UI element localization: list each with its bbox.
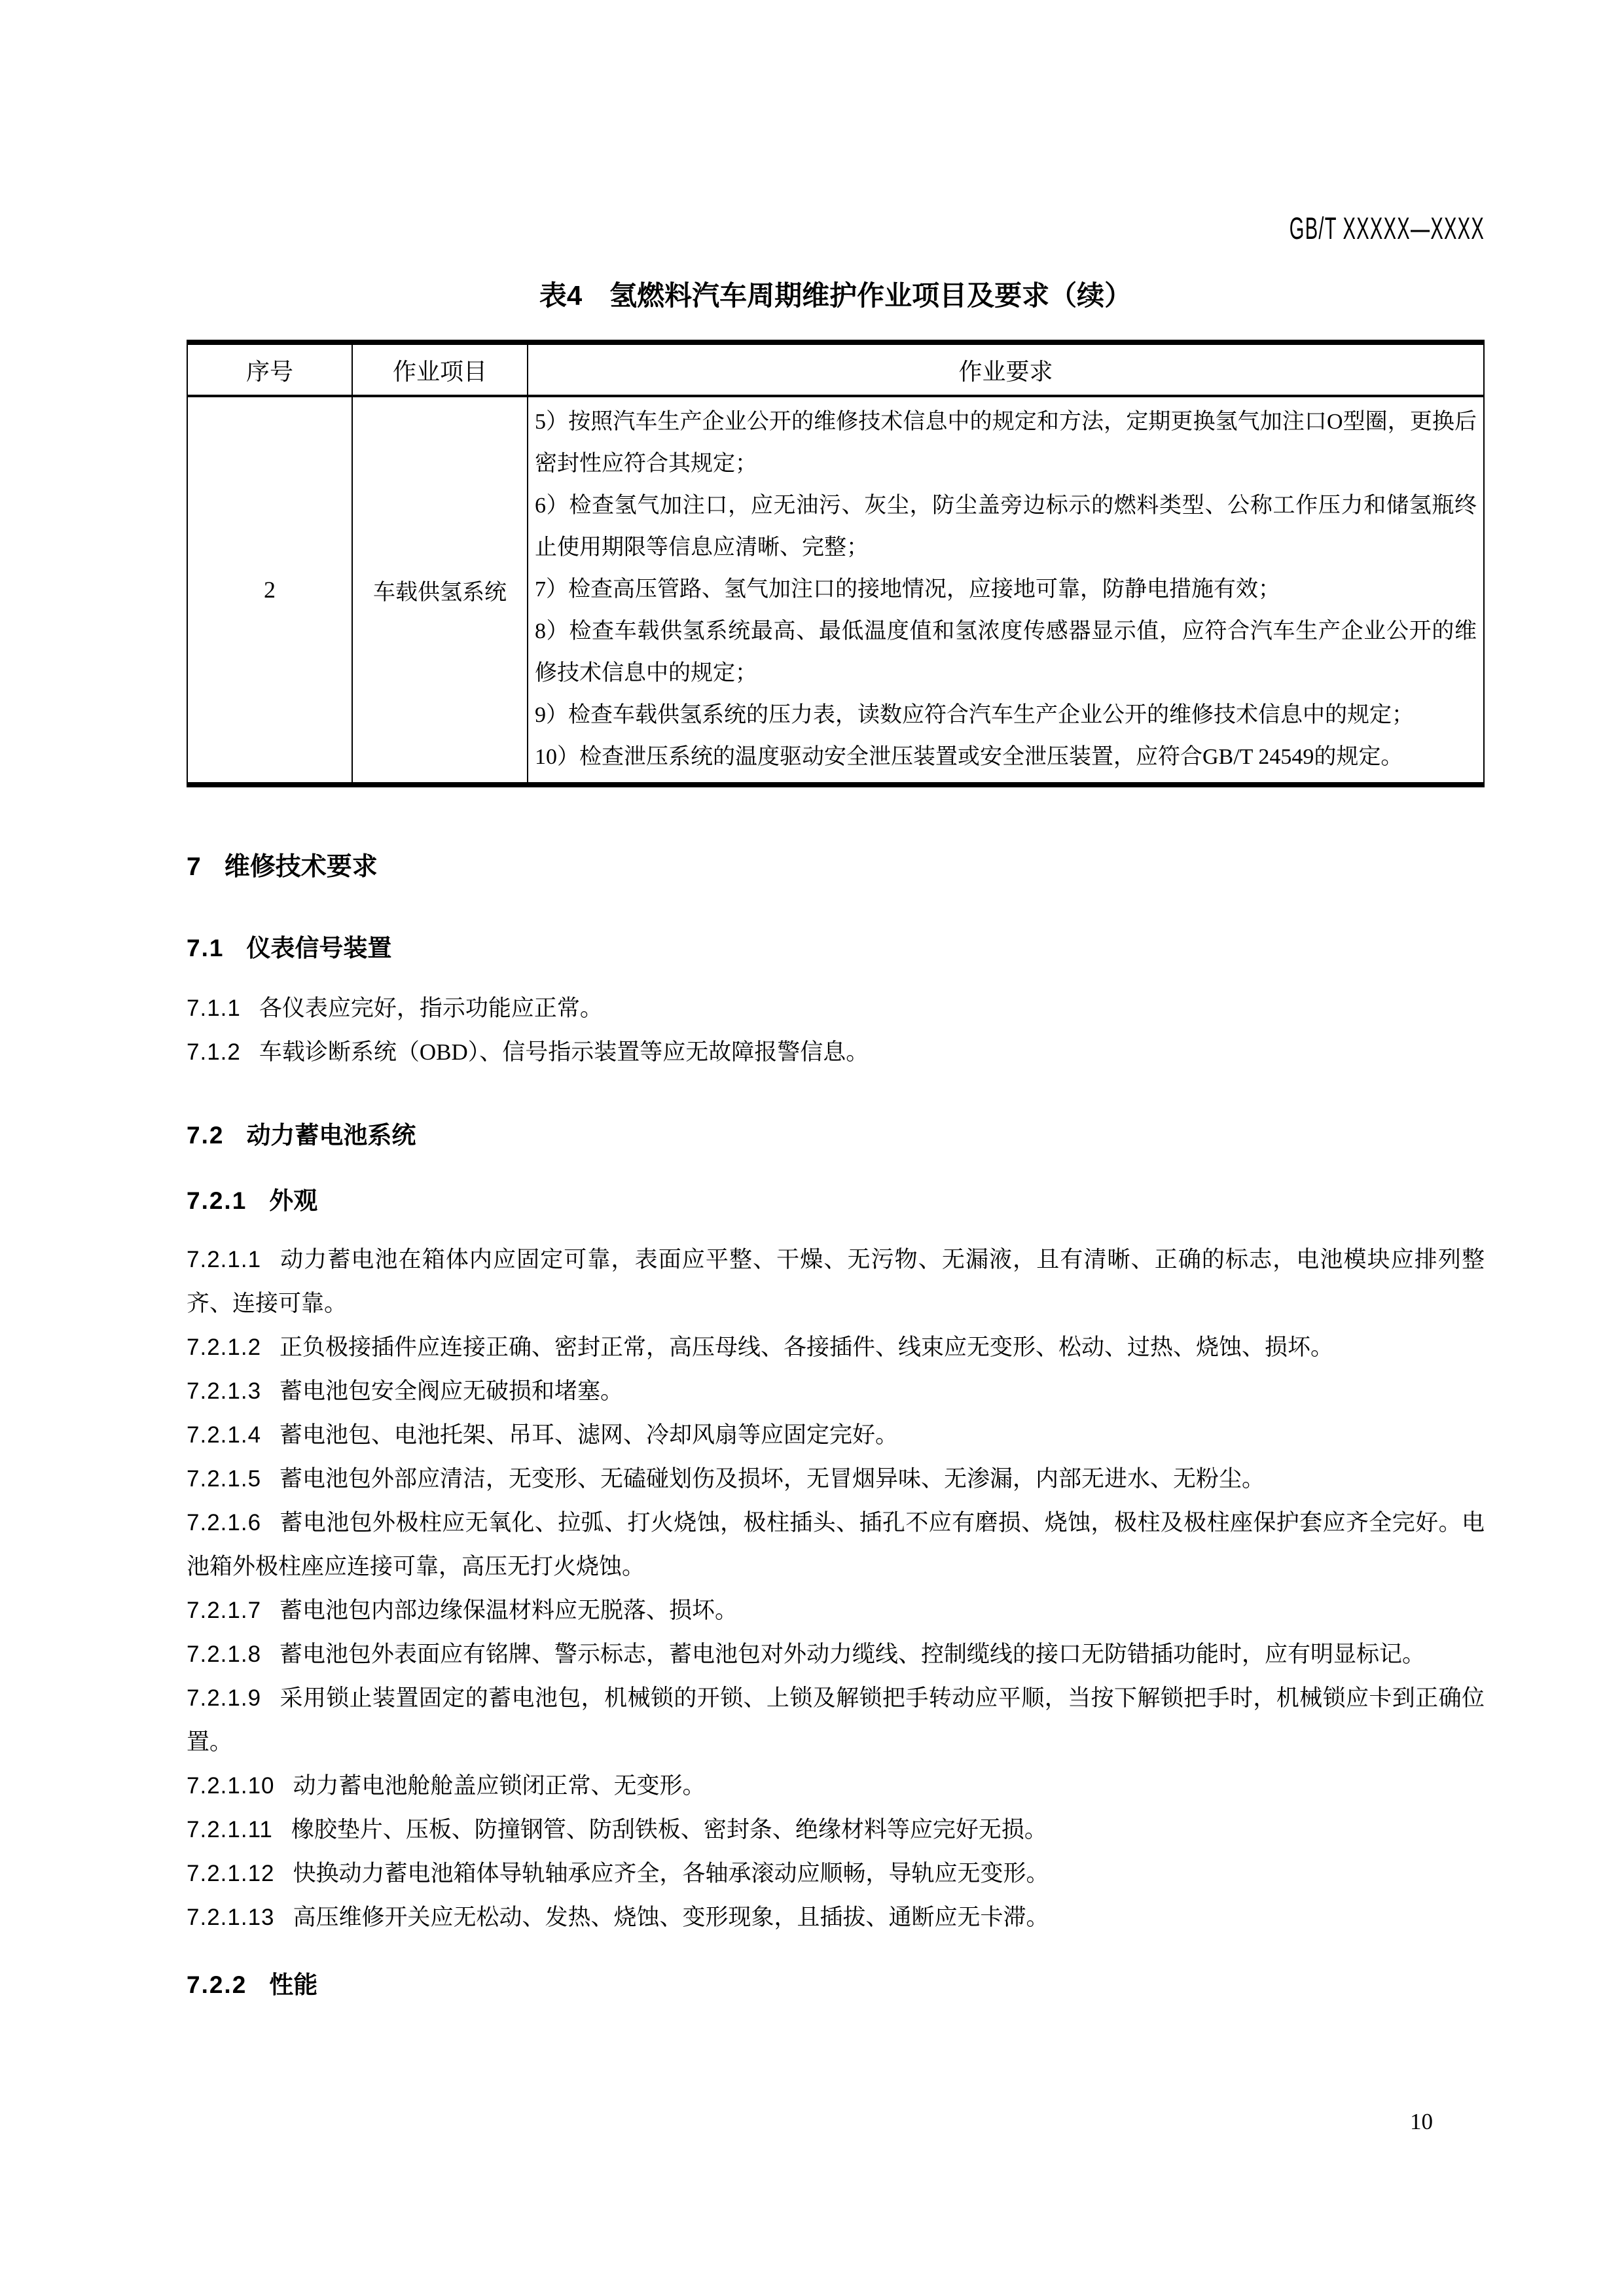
table-title: 表4 氢燃料汽车周期维护作业项目及要求（续） <box>539 280 1132 311</box>
heading-text: 仪表信号装置 <box>246 935 392 961</box>
heading-7.2 <box>187 1116 1485 1155</box>
clause-7.2.1.7 <box>187 1588 1485 1632</box>
clause-number: 7.1.2 <box>187 1039 241 1065</box>
clause-text: 各仪表应完好，指示功能应正常。 <box>259 996 603 1021</box>
item-cell: 车载供氢系统 <box>352 396 528 785</box>
clause-7.2.1.13 <box>187 1895 1485 1939</box>
page-number: 10 <box>1410 2109 1433 2134</box>
clause-text: 车载诊断系统（OBD）、信号指示装置等应无故障报警信息。 <box>259 1039 869 1065</box>
clause-text: 正负极接插件应连接正确、密封正常，高压母线、各接插件、线束应无变形、松动、过热、烧蚀、损坏。 <box>280 1335 1334 1360</box>
heading-number: 7.1 <box>187 935 225 961</box>
clause-number: 7.2.1.5 <box>187 1466 262 1492</box>
column-header-requirements: 作业要求 <box>528 342 1484 396</box>
clause-number: 7.2.1.6 <box>187 1510 262 1535</box>
heading-number: 7.2 <box>187 1122 225 1149</box>
requirement-item: 6）检查氢气加注口，应无油污、灰尘，防尘盖旁边标示的燃料类型、公称工作压力和储氢瓶终止使用期限等信息应清晰、完整； <box>535 493 1477 560</box>
clause-text: 蓄电池包外极柱应无氧化、拉弧、打火烧蚀，极柱插头、插孔不应有磨损、烧蚀，极柱及极柱座保护套应齐全完好。电池箱外极柱座应连接可靠，高压无打火烧蚀。 <box>187 1510 1485 1579</box>
requirement-item: 9）检查车载供氢系统的压力表，读数应符合汽车生产企业公开的维修技术信息中的规定； <box>535 703 1414 727</box>
clause-text: 蓄电池包外表面应有铭牌、警示标志，蓄电池包对外动力缆线、控制缆线的接口无防错插功能时，应有明显标记。 <box>280 1641 1426 1667</box>
heading-number: 7.2.2 <box>187 1971 247 1998</box>
clause-7.2.1.3 <box>187 1369 1485 1413</box>
heading-text: 动力蓄电池系统 <box>246 1122 416 1149</box>
seq-cell: 2 <box>187 396 352 785</box>
heading-7.1 <box>187 929 1485 968</box>
requirement-item: 10）检查泄压系统的温度驱动安全泄压装置或安全泄压装置，应符合GB/T 24549的规定。 <box>535 745 1403 769</box>
standard-code <box>187 213 1485 244</box>
requirement-item: 8）检查车载供氢系统最高、最低温度值和氢浓度传感器显示值，应符合汽车生产企业公开的维修技术信息中的规定； <box>535 619 1477 685</box>
clause-text: 蓄电池包内部边缘保温材料应无脱落、损坏。 <box>280 1598 738 1623</box>
clause-text: 采用锁止装置固定的蓄电池包，机械锁的开锁、上锁及解锁把手转动应平顺，当按下解锁把手时，机械锁应卡到正确位置。 <box>187 1685 1485 1755</box>
clause-number: 7.2.1.10 <box>187 1773 275 1799</box>
clause-number: 7.2.1.8 <box>187 1641 262 1667</box>
table-body <box>187 396 1484 785</box>
heading-text: 外观 <box>269 1187 318 1214</box>
heading-number: 7 <box>187 853 202 881</box>
clause-number: 7.2.1.9 <box>187 1685 262 1711</box>
table-header-row <box>187 342 1484 396</box>
clause-7.2.1.6 <box>187 1501 1485 1588</box>
heading-number: 7.2.1 <box>187 1187 247 1214</box>
clause-7.2.1.10 <box>187 1764 1485 1808</box>
standard-code-text: GB/T XXXXX—XXXX <box>1289 211 1485 245</box>
clause-7.2.1.1 <box>187 1238 1485 1325</box>
clause-text: 蓄电池包外部应清洁，无变形、无磕碰划伤及损坏，无冒烟异味、无渗漏，内部无进水、无粉尘。 <box>280 1466 1265 1492</box>
clause-number: 7.2.1.1 <box>187 1247 262 1272</box>
heading-7 <box>187 848 1485 887</box>
heading-7.2.2 <box>187 1965 1485 2005</box>
table-header <box>187 342 1484 396</box>
clause-text: 橡胶垫片、压板、防撞钢管、防刮铁板、密封条、绝缘材料等应完好无损。 <box>291 1817 1047 1842</box>
column-header-item: 作业项目 <box>352 342 528 396</box>
clause-text: 动力蓄电池在箱体内应固定可靠，表面应平整、干燥、无污物、无漏液，且有清晰、正确的标志，电池模块应排列整齐、连接可靠。 <box>187 1247 1485 1316</box>
requirement-item: 5）按照汽车生产企业公开的维修技术信息中的规定和方法，定期更换氢气加注口O型圈，更换后密封性应符合其规定； <box>535 410 1477 476</box>
sections-container <box>187 848 1485 2005</box>
clause-text: 快换动力蓄电池箱体导轨轴承应齐全，各轴承滚动应顺畅，导轨应无变形。 <box>293 1861 1049 1886</box>
heading-7.2.1 <box>187 1181 1485 1221</box>
clause-7.2.1.12 <box>187 1852 1485 1895</box>
clause-text: 动力蓄电池舱舱盖应锁闭正常、无变形。 <box>293 1773 706 1799</box>
clause-text: 蓄电池包安全阀应无破损和堵塞。 <box>280 1378 624 1404</box>
requirements-list <box>535 401 1477 778</box>
column-header-seq: 序号 <box>187 342 352 396</box>
clause-7.1.1 <box>187 986 1485 1030</box>
heading-text: 维修技术要求 <box>224 853 378 881</box>
table-row <box>187 396 1484 785</box>
clause-number: 7.2.1.3 <box>187 1378 262 1404</box>
clause-number: 7.2.1.11 <box>187 1817 273 1842</box>
requirement-item: 7）检查高压管路、氢气加注口的接地情况，应接地可靠，防静电措施有效； <box>535 577 1280 601</box>
clause-7.2.1.4 <box>187 1413 1485 1457</box>
clause-7.2.1.8 <box>187 1632 1485 1676</box>
heading-text: 性能 <box>269 1971 318 1998</box>
clause-number: 7.2.1.2 <box>187 1335 262 1360</box>
clause-number: 7.1.1 <box>187 996 241 1021</box>
clause-number: 7.2.1.12 <box>187 1861 275 1886</box>
clause-7.2.1.11 <box>187 1808 1485 1852</box>
clause-number: 7.2.1.7 <box>187 1598 262 1623</box>
requirements-cell <box>528 396 1484 785</box>
maintenance-table <box>187 340 1485 787</box>
clause-number: 7.2.1.4 <box>187 1422 262 1448</box>
clause-7.2.1.9 <box>187 1676 1485 1764</box>
clause-number: 7.2.1.13 <box>187 1905 275 1930</box>
clause-text: 蓄电池包、电池托架、吊耳、滤网、冷却风扇等应固定完好。 <box>280 1422 899 1448</box>
clause-7.2.1.5 <box>187 1457 1485 1501</box>
clause-7.2.1.2 <box>187 1325 1485 1369</box>
clause-text: 高压维修开关应无松动、发热、烧蚀、变形现象，且插拔、通断应无卡滞。 <box>293 1905 1049 1930</box>
clause-7.1.2 <box>187 1030 1485 1074</box>
